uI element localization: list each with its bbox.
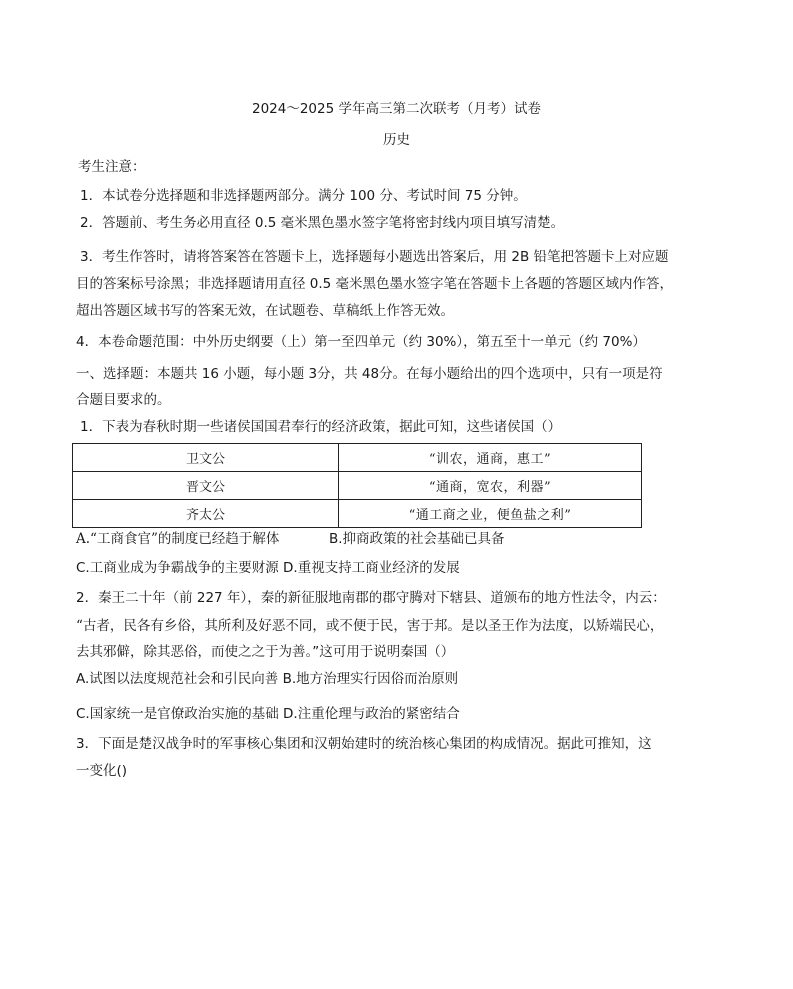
notice-item-2: 2．答题前、考生务必用直径 0.5 毫米黑色墨水签字笔将密封线内项目填写清楚。 xyxy=(80,215,565,231)
notice-item-4: 4．本卷命题范围：中外历史纲要（上）第一至四单元（约 30%），第五至十一单元（约 70%） xyxy=(76,334,646,350)
question-3-line-2: 一变化() xyxy=(76,763,128,779)
notice-heading: 考生注意： xyxy=(78,159,146,175)
section-heading: 一、选择题：本题共 16 小题，每小题 3分，共 48分。在每小题给出的四个选项中，只有一项是符 xyxy=(76,366,663,382)
ruler-cell: 晋文公 xyxy=(73,472,339,500)
table-row xyxy=(73,444,642,472)
question-1-option-a: A.“工商食官”的制度已经趋于解体 xyxy=(76,531,280,547)
ruler-cell: 齐太公 xyxy=(73,500,339,528)
section-heading-cont: 合题目要求的。 xyxy=(76,392,171,408)
notice-item-3: 3．考生作答时，请将答案答在答题卡上，选择题每小题选出答案后，用 2B 铅笔把答题卡上对应题 xyxy=(80,249,669,265)
table-row xyxy=(73,500,642,528)
exam-title: 2024～2025 学年高三第二次联考（月考）试卷 xyxy=(251,101,541,117)
question-1-stem: 1．下表为春秋时期一些诸侯国国君奉行的经济政策，据此可知，这些诸侯国（） xyxy=(80,419,562,435)
subject-title: 历史 xyxy=(383,132,410,148)
policy-cell: “通工商之业，便鱼盐之利” xyxy=(339,500,642,528)
question-2-options-ab: A.试图以法度规范社会和引民向善 B.地方治理实行因俗而治原则 xyxy=(76,671,459,687)
question-1-options-cd: C.工商业成为争霸战争的主要财源 D.重视支持工商业经济的发展 xyxy=(76,560,460,576)
question-1-option-b: B.抑商政策的社会基础已具备 xyxy=(329,531,505,547)
policy-cell: “训农，通商，惠工” xyxy=(339,444,642,472)
question-2-line-2: “古者，民各有乡俗，其所利及好恶不同，或不便于民，害于邦。是以圣王作为法度，以矫端民心， xyxy=(76,618,664,634)
policy-table xyxy=(72,443,642,528)
table-row xyxy=(73,472,642,500)
question-2-line-3: 去其邪僻，除其恶俗，而使之之于为善。”这可用于说明秦国（） xyxy=(76,644,455,660)
ruler-cell: 卫文公 xyxy=(73,444,339,472)
question-3-line-1: 3．下面是楚汉战争时的军事核心集团和汉朝始建时的统治核心集团的构成情况。据此可推知，这 xyxy=(76,736,652,752)
question-2-options-cd: C.国家统一是官僚政治实施的基础 D.注重伦理与政治的紧密结合 xyxy=(76,706,460,722)
notice-item-3-cont-1: 目的答案标号涂黑；非选择题请用直径 0.5 毫米黑色墨水签字笔在答题卡上各题的答题区域内作答， xyxy=(76,276,674,292)
policy-cell: “通商，宽农，利器” xyxy=(339,472,642,500)
notice-item-1: 1．本试卷分选择题和非选择题两部分。满分 100 分、考试时间 75 分钟。 xyxy=(80,188,527,204)
question-2-line-1: 2．秦王二十年（前 227 年），秦的新征服地南郡的郡守腾对下辖县、道颁布的地方性法令，内云： xyxy=(76,590,666,606)
notice-item-3-cont-2: 超出答题区域书写的答案无效，在试题卷、草稿纸上作答无效。 xyxy=(76,303,454,319)
